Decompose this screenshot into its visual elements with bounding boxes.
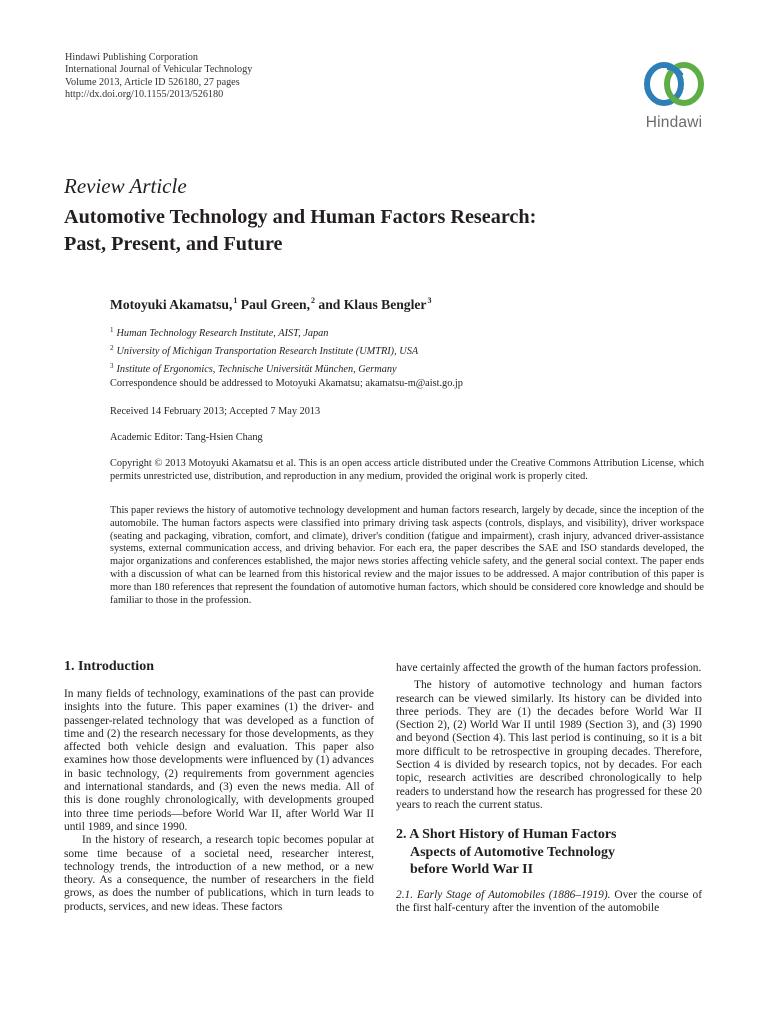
received-dates: Received 14 February 2013; Accepted 7 May 2013 [110, 406, 321, 417]
affiliation-item [110, 359, 418, 377]
affiliation-text: University of Michigan Transportation Research Institute (UMTRI), USA [116, 346, 419, 358]
journal-metadata [65, 52, 252, 102]
hindawi-rings-icon [643, 58, 705, 110]
author-name: Motoyuki Akamatsu, [110, 297, 233, 312]
section-heading-line: Aspects of Automotive Technology [410, 844, 615, 860]
author-list [110, 296, 431, 313]
affiliation-item [110, 341, 418, 359]
author-affil-mark: 3 [427, 296, 432, 305]
section-heading-2 [396, 826, 702, 879]
paragraph: In the history of research, a research topic becomes popular at some time because of a societal need, researcher interest, technology trends, the introduction of a new method, or a new theory. As a consequence, the number of researchers in the field grows, as does the number of publications, which in turn leads to products, services, and new ideas. These factors [64, 834, 374, 913]
paragraph: In many fields of technology, examinations of the past can provide insights into the future. This paper examines (1) the driver- and passenger-related technology that was developed as a function of time and (2) the research necessary for those developments, as they affected both vehicle design and evaluation. This paper also examines how those developments were influenced by (1) advances in basic technology, (2) requirements from government agencies and international standards, and (3) even the news media. All of this is done roughly chronologically, with developments grouped into three time periods—before World War II, after World War II until 1989, and since 1990. [64, 688, 374, 833]
copyright-notice: Copyright © 2013 Motoyuki Akamatsu et al. This is an open access article distributed under the Creative Commons Attribution License, which permits unrestricted use, distribution, and reproduction in any medium, provided the original work is properly cited. [110, 458, 704, 482]
author-affil-mark: 1 [233, 296, 238, 305]
hindawi-logo [634, 58, 714, 134]
article-type: Review Article [64, 174, 187, 198]
affiliation-text: Human Technology Research Institute, AIST, Japan [116, 328, 329, 339]
author-name: and Klaus Bengler [318, 297, 427, 312]
subsection-heading: 2.1. Early Stage of Automobiles (1886–1919). [396, 889, 611, 902]
journal-name: International Journal of Vehicular Technology [65, 64, 253, 76]
doi-link[interactable]: http://dx.doi.org/10.1155/2013/526180 [65, 89, 224, 101]
affiliation-number: 3 [110, 362, 114, 371]
right-column [396, 662, 702, 916]
article-title [64, 204, 704, 258]
affiliation-list [110, 323, 418, 378]
paragraph: The history of automotive technology and human factors research can be viewed similarly. Its history can be divided into three periods. They are (1) the decades before World War II (Section 2), (2) World War II until 1989 (Section 3), and (3) 1990 and beyond (Section 4). This last period is continuing, so it is a bit more difficult to be retrospective in grouping decades. Therefore, Section 4 is divided by research topics, not by decades. For each topic, research activities are described chronologically to help readers to understand how the research has progressed for these 20 years to reach the current status. [396, 679, 702, 811]
affiliation-number: 1 [110, 326, 114, 334]
logo-wordmark: Hindawi [645, 114, 703, 131]
correspondence-note: Correspondence should be addressed to Motoyuki Akamatsu; akamatsu-m@aist.go.jp [110, 378, 463, 389]
subsection-text: Over the course of the first half-century after the invention of the automobile [396, 889, 702, 915]
abstract: This paper reviews the history of automotive technology development and human factors research, largely by decade, since the inception of the automobile. The human factors aspects were classified into primary driving task aspects (controls, displays, and visibility), driver workspace (seating and packaging, vibration, comfort, and climate), driver's condition (fatigue and impairment), crash injury, advanced driver-assistance systems, external communication access, and driving behavior. For each era, the paper describes the SAE and ISO standards developed, the major organizations and conferences established, the major news stories affecting vehicle safety, and the general social context. The paper ends with a discussion of what can be learned from this historical review and the major issues to be addressed. A major contribution of this paper is more than 180 references that represent the foundation of automotive human factors, which should be considered core knowledge and should be familiar to those in the profession. [110, 505, 704, 606]
paragraph: have certainly affected the growth of the human factors profession. [396, 662, 702, 674]
section-heading-line: 2. A Short History of Human Factors [396, 827, 617, 843]
section-heading-line: before World War II [410, 862, 534, 878]
section-heading-introduction: 1. Introduction [64, 659, 154, 674]
affiliation-text: Institute of Ergonomics, Technische Universität München, Germany [116, 364, 397, 376]
title-line-2: Past, Present, and Future [64, 233, 283, 255]
author-name: Paul Green, [240, 297, 311, 312]
title-line-1: Automotive Technology and Human Factors Research: [64, 206, 537, 228]
left-column [64, 658, 374, 914]
paragraph [396, 889, 702, 916]
author-affil-mark: 2 [311, 296, 316, 305]
affiliation-number: 2 [110, 344, 114, 353]
publisher-name: Hindawi Publishing Corporation [65, 52, 198, 63]
affiliation-item [110, 323, 418, 341]
academic-editor: Academic Editor: Tang-Hsien Chang [110, 432, 263, 443]
volume-info: Volume 2013, Article ID 526180, 27 pages [65, 76, 240, 88]
